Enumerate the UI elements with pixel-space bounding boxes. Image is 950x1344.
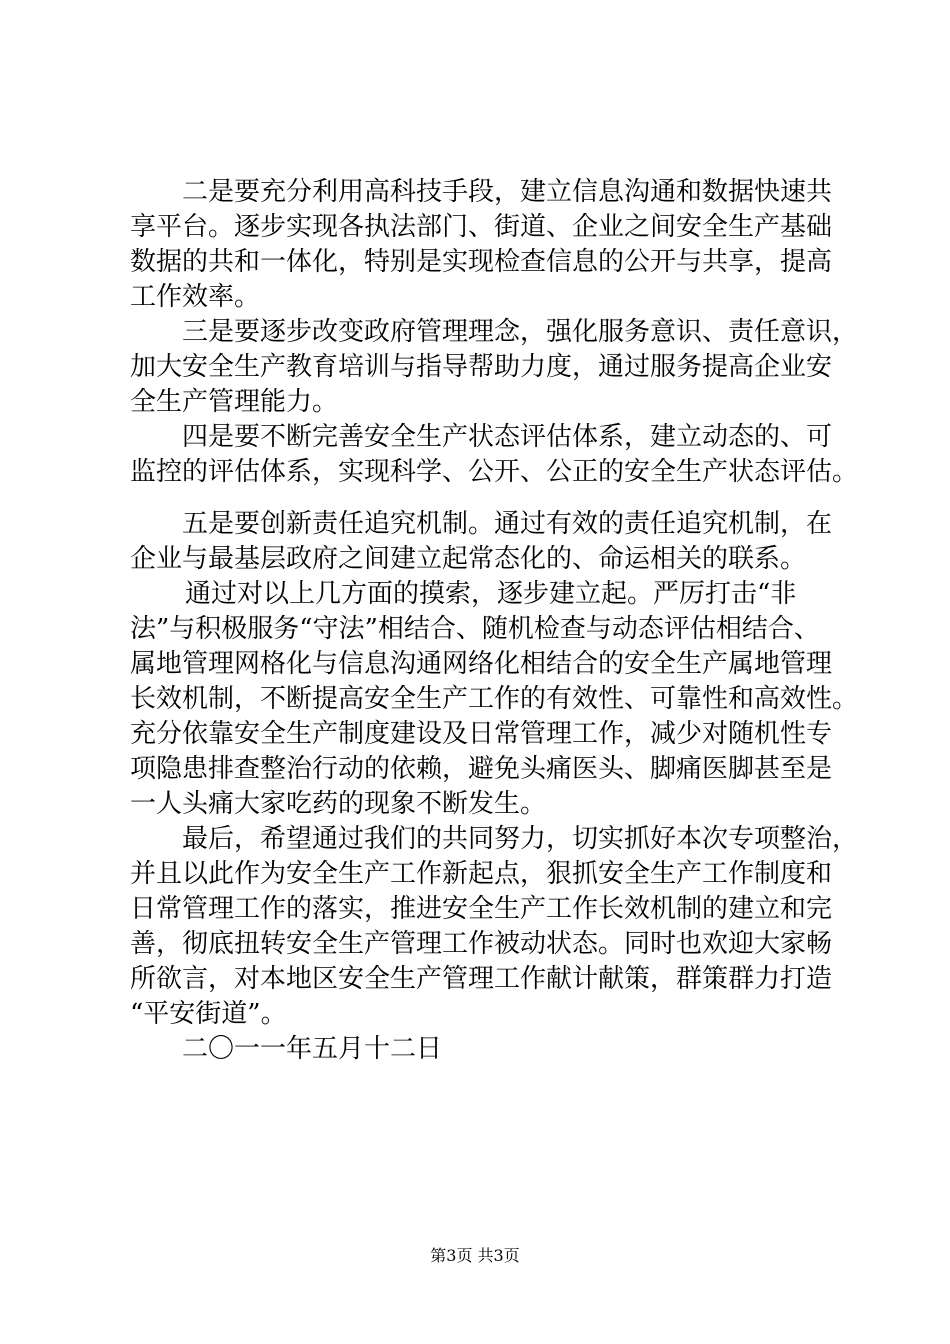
page-footer: 第3页 共3页	[430, 1246, 520, 1265]
paragraph-line: 最后，希望通过我们的共同努力，切实抓好本次专项整治，	[182, 824, 859, 854]
paragraph-line: 三是要逐步改变政府管理理念，强化服务意识、责任意识，	[182, 317, 859, 347]
paragraph-line: 全生产管理能力。	[130, 387, 339, 417]
paragraph-line: 属地管理网格化与信息沟通网络化相结合的安全生产属地管理	[130, 649, 833, 679]
paragraph-line: 日常管理工作的落实，推进安全生产工作长效机制的建立和完	[130, 894, 833, 924]
paragraph-line: 充分依靠安全生产制度建设及日常管理工作，减少对随机性专	[130, 719, 833, 749]
paragraph-line: “平安街道”。	[130, 999, 287, 1029]
paragraph-line: 项隐患排查整治行动的依赖，避免头痛医头、脚痛医脚甚至是	[130, 754, 833, 784]
paragraph-line: 工作效率。	[130, 282, 261, 312]
paragraph-line: 企业与最基层政府之间建立起常态化的、命运相关的联系。	[130, 544, 807, 574]
paragraph-line: 四是要不断完善安全生产状态评估体系，建立动态的、可	[182, 422, 833, 452]
paragraph-line: 加大安全生产教育培训与指导帮助力度，通过服务提高企业安	[130, 352, 833, 382]
paragraph-line: 享平台。逐步实现各执法部门、街道、企业之间安全生产基础	[130, 212, 833, 242]
paragraph-line: 数据的共和一体化，特别是实现检查信息的公开与共享，提高	[130, 247, 833, 277]
date-line: 二〇一一年五月十二日	[182, 1034, 443, 1064]
paragraph-line: 通过对以上几方面的摸索，逐步建立起。严厉打击“非	[185, 579, 797, 609]
paragraph-line: 法”与积极服务“守法”相结合、随机检查与动态评估相结合、	[130, 614, 820, 644]
paragraph-line: 所欲言，对本地区安全生产管理工作献计献策，群策群力打造	[130, 964, 833, 994]
paragraph-line: 监控的评估体系，实现科学、公开、公正的安全生产状态评估。	[130, 457, 859, 487]
paragraph-line: 五是要创新责任追究机制。通过有效的责任追究机制，在	[182, 509, 833, 539]
paragraph-line: 长效机制，不断提高安全生产工作的有效性、可靠性和高效性。	[130, 684, 859, 714]
paragraph-line: 一人头痛大家吃药的现象不断发生。	[130, 789, 547, 819]
paragraph-line: 二是要充分利用高科技手段，建立信息沟通和数据快速共	[182, 177, 833, 207]
paragraph-line: 善，彻底扭转安全生产管理工作被动状态。同时也欢迎大家畅	[130, 929, 833, 959]
paragraph-line: 并且以此作为安全生产工作新起点，狠抓安全生产工作制度和	[130, 859, 833, 889]
